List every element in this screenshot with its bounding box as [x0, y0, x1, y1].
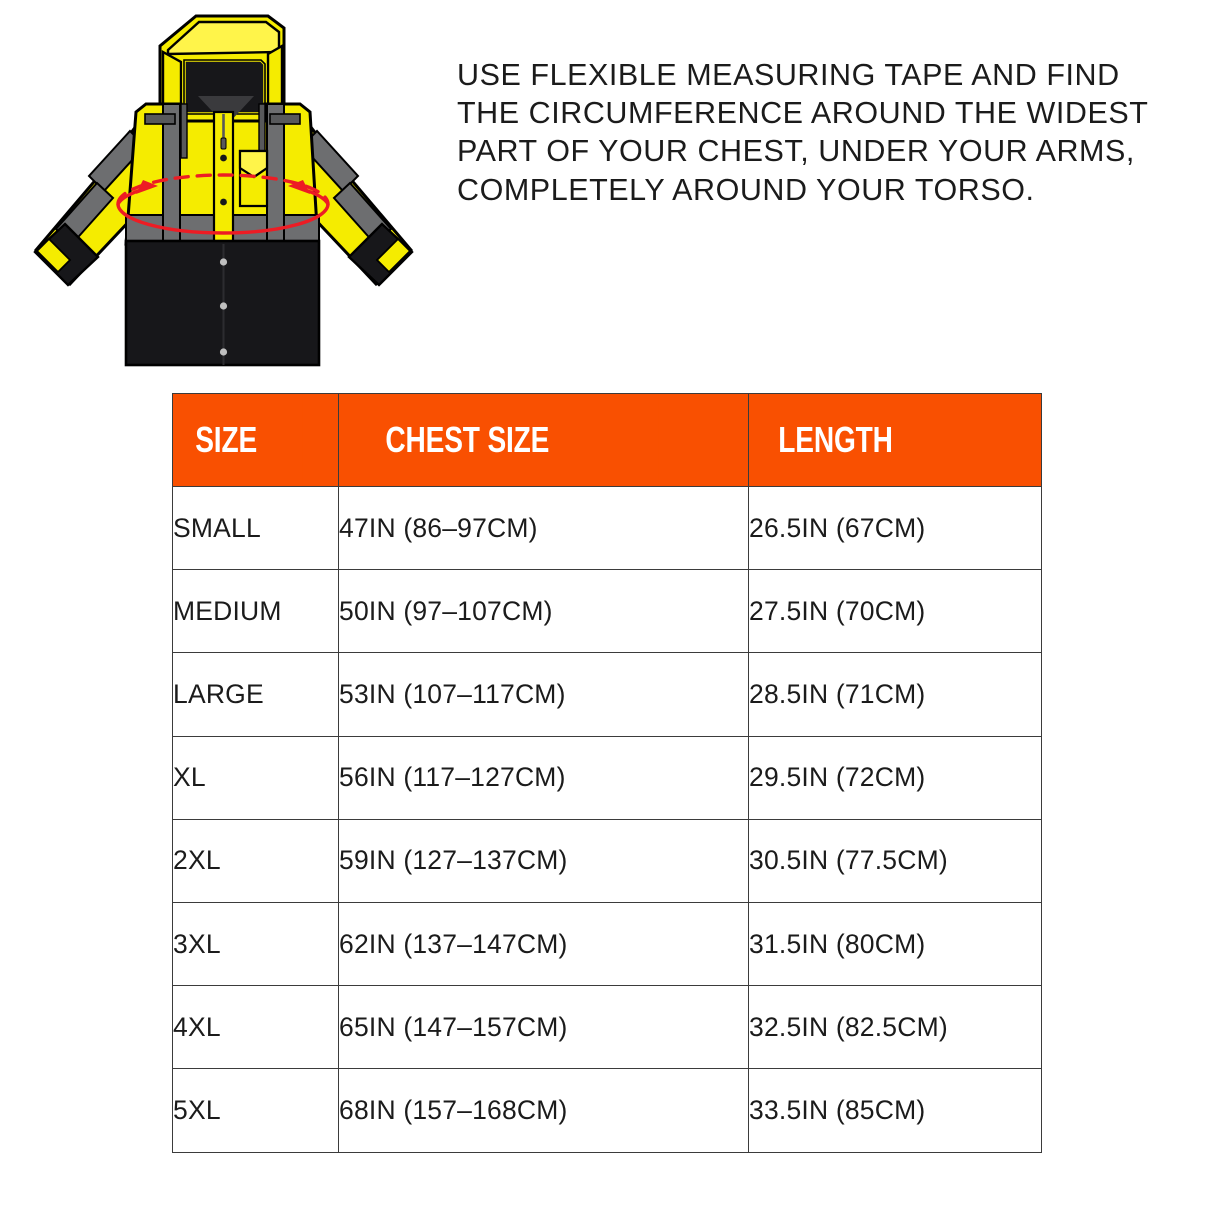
column-header-length: [749, 394, 978, 487]
cell-length: 30.5IN (77.5CM): [749, 819, 1042, 902]
table-row: [173, 902, 1042, 985]
table-header-row: [173, 394, 1042, 487]
column-header-size-label: SIZE: [194, 419, 257, 460]
cell-length: 33.5IN (85CM): [749, 1069, 1042, 1152]
measuring-instruction-text: USE FLEXIBLE MEASURING TAPE AND FIND THE CIRCUMFERENCE AROUND THE WIDEST PART OF YOUR CHEST, UNDER YOUR ARMS, COMPLETELY AROUND YOUR TORSO.: [457, 58, 1148, 207]
cell-chest: 50IN (97–107CM): [339, 570, 749, 653]
table-body: [173, 487, 1042, 1153]
cell-size: 3XL: [173, 902, 339, 985]
table-row: [173, 487, 1042, 570]
table-row: [173, 653, 1042, 736]
table-row: [173, 1069, 1042, 1152]
cell-size: XL: [173, 736, 339, 819]
table-row: [173, 570, 1042, 653]
cell-chest: 53IN (107–117CM): [339, 653, 749, 736]
cell-length: 32.5IN (82.5CM): [749, 986, 1042, 1069]
cell-size: 4XL: [173, 986, 339, 1069]
table-row: [173, 986, 1042, 1069]
cell-chest: 62IN (137–147CM): [339, 902, 749, 985]
cell-size: SMALL: [173, 487, 339, 570]
cell-chest: 59IN (127–137CM): [339, 819, 749, 902]
size-chart-table-container: [172, 393, 1041, 1153]
cell-size: 5XL: [173, 1069, 339, 1152]
cell-length: 26.5IN (67CM): [749, 487, 1042, 570]
table-row: [173, 819, 1042, 902]
cell-length: 29.5IN (72CM): [749, 736, 1042, 819]
cell-size: MEDIUM: [173, 570, 339, 653]
table-header: [173, 394, 1042, 487]
hi-vis-jacket-illustration: [18, 8, 438, 370]
cell-chest: 56IN (117–127CM): [339, 736, 749, 819]
header-section: [0, 0, 1214, 375]
jacket-lower-body: [126, 241, 319, 365]
column-header-size: [173, 394, 302, 487]
column-header-chest-label: CHEST SIZE: [384, 419, 549, 460]
cell-size: 2XL: [173, 819, 339, 902]
column-header-chest: [339, 394, 659, 487]
column-header-length-label: LENGTH: [777, 419, 893, 460]
table-row: [173, 736, 1042, 819]
cell-size: LARGE: [173, 653, 339, 736]
cell-length: 28.5IN (71CM): [749, 653, 1042, 736]
cell-chest: 65IN (147–157CM): [339, 986, 749, 1069]
cell-chest: 47IN (86–97CM): [339, 487, 749, 570]
cell-chest: 68IN (157–168CM): [339, 1069, 749, 1152]
cell-length: 31.5IN (80CM): [749, 902, 1042, 985]
cell-length: 27.5IN (70CM): [749, 570, 1042, 653]
size-chart-table: [172, 393, 1042, 1153]
